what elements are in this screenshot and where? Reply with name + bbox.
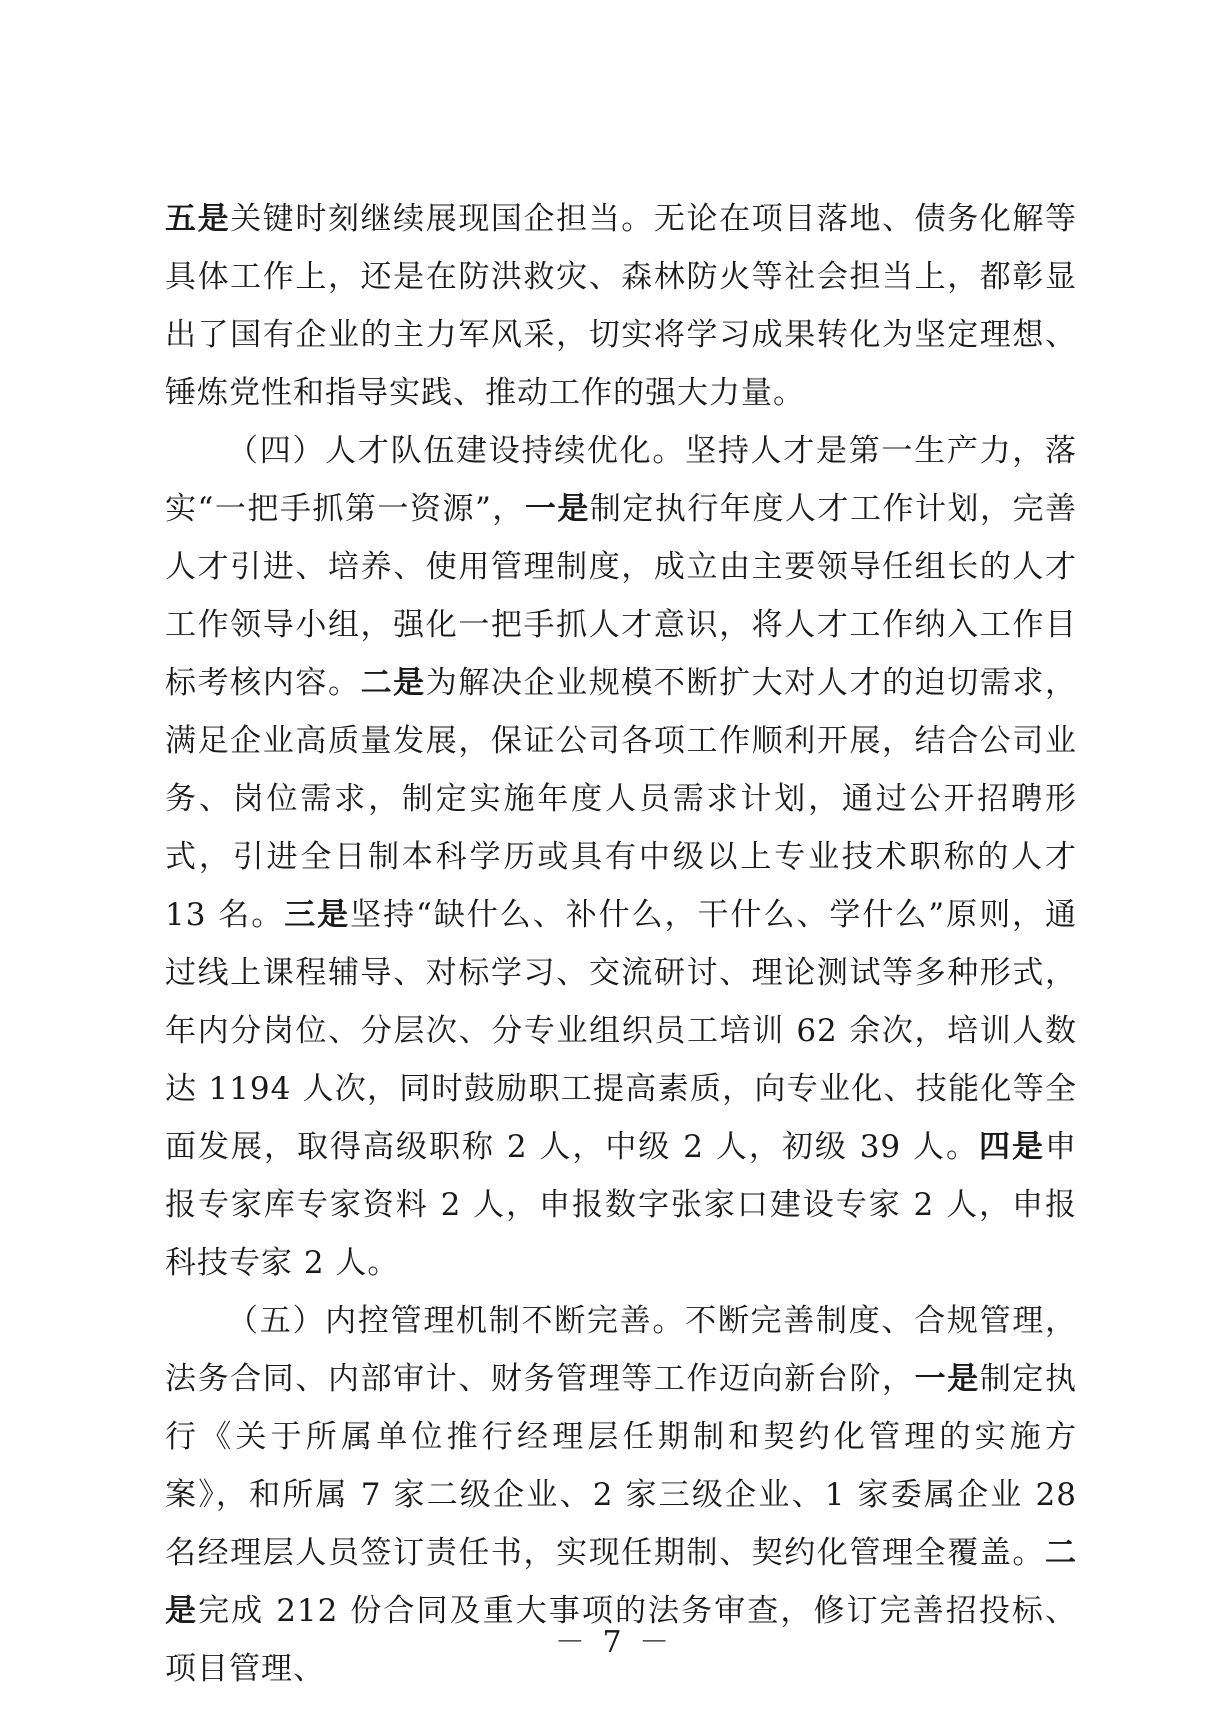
paragraph-five <box>165 190 1077 422</box>
paragraph-text: 完成 212 份合同及重大事项的法务审查，修订完善招投标、项目管理、 <box>165 1593 1078 1687</box>
page-number: － 7 － <box>554 1625 674 1660</box>
paragraph-text: 为解决企业规模不断扩大对人才的迫切需求，满足企业高质量发展，保证公司各项工作顺利开展，结合公司业务、岗位需求，制定实施年度人员需求计划，通过公开招聘形式，引进全日制本科学历或具有中级以上专业技术职称的人才 13 名。 <box>165 665 1078 933</box>
paragraph-lead: 二是 <box>360 665 426 701</box>
paragraph-lead: 四是 <box>979 1129 1045 1165</box>
paragraph-text: 关键时刻继续展现国企担当。无论在项目落地、债务化解等具体工作上，还是在防洪救灾、森林防火等社会担当上，都彰显出了国有企业的主力军风采，切实将学习成果转化为坚定理想、锤炼党性和指导实践、推动工作的强大力量。 <box>165 201 1077 411</box>
paragraph-lead: 三是 <box>284 897 351 933</box>
paragraph-lead: 五是 <box>165 201 231 237</box>
paragraph-lead: 二是 <box>165 1535 1077 1629</box>
paragraph-talent-team <box>165 422 1077 1292</box>
paragraph-text: 制定执行《关于所属单位推行经理层任期制和契约化管理的实施方案》，和所属 7 家二级企业、2 家三级企业、1 家委属企业 28 名经理层人员签订责任书，实现任期制、契约化管理全覆盖。 <box>165 1361 1078 1571</box>
paragraph-text: 坚持“缺什么、补什么，干什么、学什么”原则，通过线上课程辅导、对标学习、交流研讨、理论测试等多种形式，年内分岗位、分层次、分专业组织员工培训 62 余次，培训人数达 1194 人次，同时鼓励职工提高素质，向专业化、技能化等全面发展，取得高级职称 2 人，中级 2 人，初级 39 人。 <box>165 897 1077 1165</box>
section-heading-four: （四）人才队伍建设持续优化。 <box>227 433 686 469</box>
paragraph-text: 制定执行年度人才工作计划，完善人才引进、培养、使用管理制度，成立由主要领导任组长的人才工作领导小组，强化一把手抓人才意识，将人才工作纳入工作目标考核内容。 <box>165 491 1078 701</box>
document-body <box>165 190 1077 1698</box>
paragraph-lead: 一是 <box>524 491 590 527</box>
paragraph-text: 不断完善制度、合规管理，法务合同、内部审计、财务管理等工作迈向新台阶， <box>165 1303 1078 1397</box>
paragraph-text: 申报专家库专家资料 2 人，申报数字张家口建设专家 2 人，申报科技专家 2 人。 <box>165 1129 1077 1281</box>
paragraph-text: 坚持人才是第一生产力，落实“一把手抓第一资源”， <box>165 433 1078 527</box>
section-heading-five: （五）内控管理机制不断完善。 <box>227 1303 686 1339</box>
paragraph-lead: 一是 <box>914 1361 980 1397</box>
